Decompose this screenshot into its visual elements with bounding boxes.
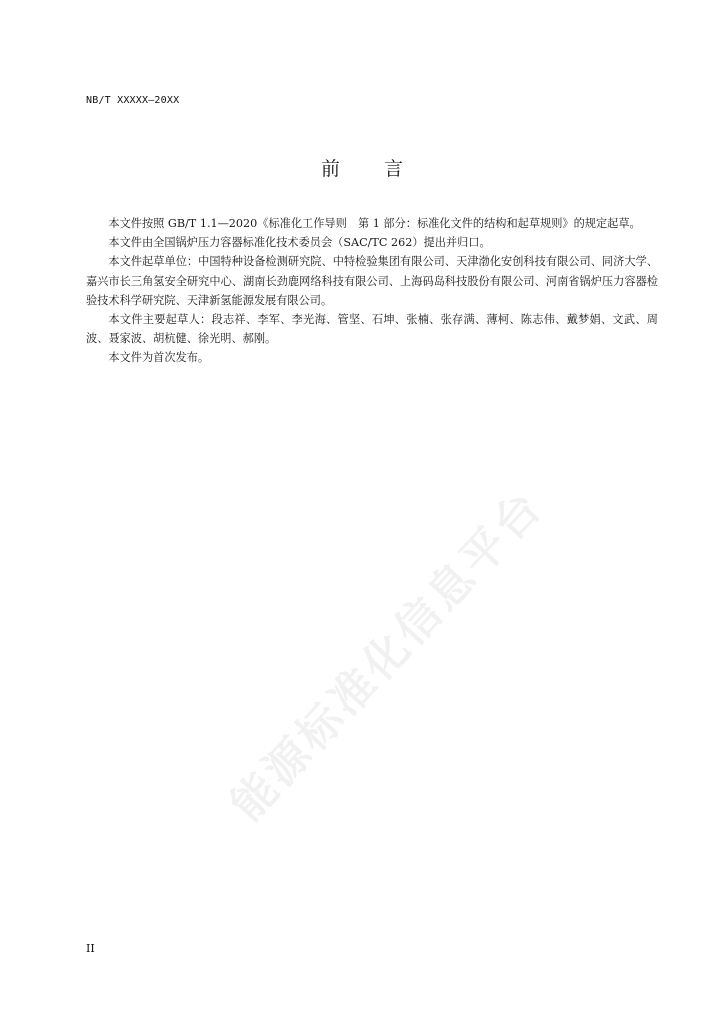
paragraph-drafting-units: 本文件起草单位：中国特种设备检测研究院、中特检验集团有限公司、天津渤化安创科技有限公司、同济大学、嘉兴市长三角氢安全研究中心、湖南长劲鹿网络科技有限公司、上海码岛科技股份有限公司、河南省锅炉压力容器检验技术科学研究院、天津新氢能源发展有限公司。 — [86, 255, 658, 307]
paragraph-drafting-rules: 本文件按照 GB/T 1.1—2020《标准化工作导则 第 1 部分：标准化文件的结构和起草规则》的规定起草。 — [108, 217, 641, 230]
paragraph-drafters: 本文件主要起草人：段志祥、李军、李光海、管坚、石坤、张楠、张存满、薄柯、陈志伟、戴梦娟、文武、周波、聂家波、胡杭健、徐光明、郝刚。 — [86, 313, 658, 346]
paragraph-proposer: 本文件由全国锅炉压力容器标准化技术委员会（SAC/TC 262）提出并归口。 — [108, 236, 491, 250]
standard-code-header: NB/T XXXXX—20XX — [86, 95, 180, 106]
watermark: 能源标准化信息平台 — [221, 480, 554, 832]
page-title: 前言 — [320, 158, 447, 180]
paragraph-first-release: 本文件为首次发布。 — [108, 351, 210, 365]
page-number: II — [86, 942, 95, 955]
foreword-body — [86, 214, 658, 368]
